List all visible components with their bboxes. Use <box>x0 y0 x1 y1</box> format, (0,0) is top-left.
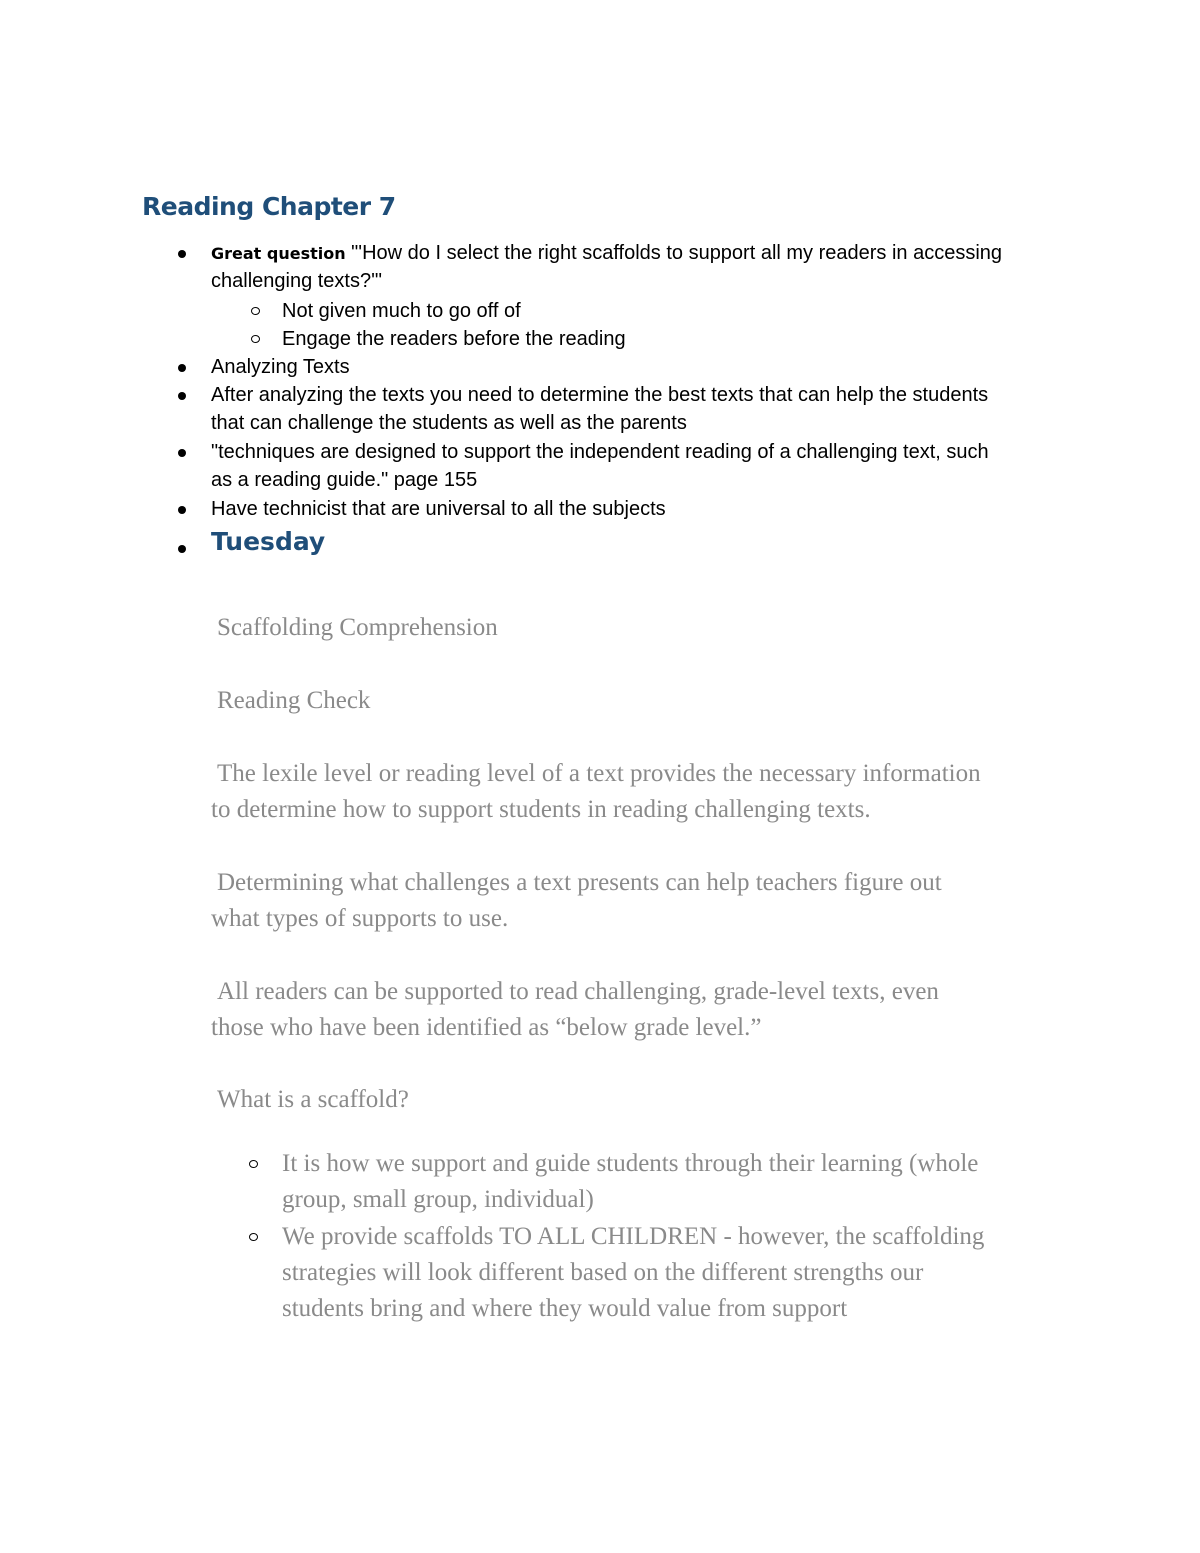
list-item: as a reading guide." page 155 <box>211 469 478 491</box>
bullet-icon <box>178 250 186 258</box>
bullet-icon <box>178 449 186 457</box>
sub-list-item: group, small group, individual) <box>282 1186 594 1213</box>
bullet-icon <box>178 545 186 553</box>
note-paragraph: All readers can be supported to read challenging, grade-level texts, even <box>217 978 939 1005</box>
sub-list-item: It is how we support and guide students through their learning (whole <box>282 1150 979 1177</box>
list-item-text: challenging texts?'" <box>211 270 383 292</box>
bullet-icon <box>178 364 186 372</box>
hollow-bullet-icon <box>251 307 260 315</box>
list-item: "techniques are designed to support the independent reading of a challenging text, such <box>211 441 989 463</box>
note-paragraph: Scaffolding Comprehension <box>217 614 498 641</box>
list-item-great-question <box>211 239 1002 268</box>
note-paragraph: what types of supports to use. <box>211 905 509 932</box>
list-item: that can challenge the students as well as the parents <box>211 412 687 434</box>
bullet-icon <box>178 392 186 400</box>
note-paragraph: What is a scaffold? <box>217 1086 409 1113</box>
sub-list-item: strategies will look different based on the different strengths our <box>282 1259 924 1286</box>
note-paragraph: Reading Check <box>217 687 371 714</box>
sub-list-item: Engage the readers before the reading <box>282 328 626 350</box>
list-item: Analyzing Texts <box>211 356 350 378</box>
note-paragraph: those who have been identified as “below grade level.” <box>211 1014 762 1041</box>
great-question-text: "'How do I select the right scaffolds to support all my readers in accessing <box>345 242 1003 264</box>
hollow-bullet-icon <box>251 335 260 343</box>
page-title: Reading Chapter 7 <box>142 192 396 221</box>
bullet-icon <box>178 506 186 514</box>
hollow-bullet-icon <box>249 1233 258 1241</box>
sub-list-item: students bring and where they would value from support <box>282 1295 848 1322</box>
list-item: Have technicist that are universal to all the subjects <box>211 498 666 520</box>
note-paragraph: The lexile level or reading level of a text provides the necessary information <box>217 760 981 787</box>
hollow-bullet-icon <box>249 1160 258 1168</box>
list-item: After analyzing the texts you need to determine the best texts that can help the students <box>211 384 989 406</box>
great-question-label: Great question <box>211 244 346 263</box>
section-heading-tuesday: Tuesday <box>211 527 326 556</box>
sub-list-item: Not given much to go off of <box>282 300 521 322</box>
note-paragraph: Determining what challenges a text presents can help teachers figure out <box>217 869 942 896</box>
note-paragraph: to determine how to support students in reading challenging texts. <box>211 796 871 823</box>
sub-list-item: We provide scaffolds TO ALL CHILDREN - however, the scaffolding <box>282 1223 985 1250</box>
